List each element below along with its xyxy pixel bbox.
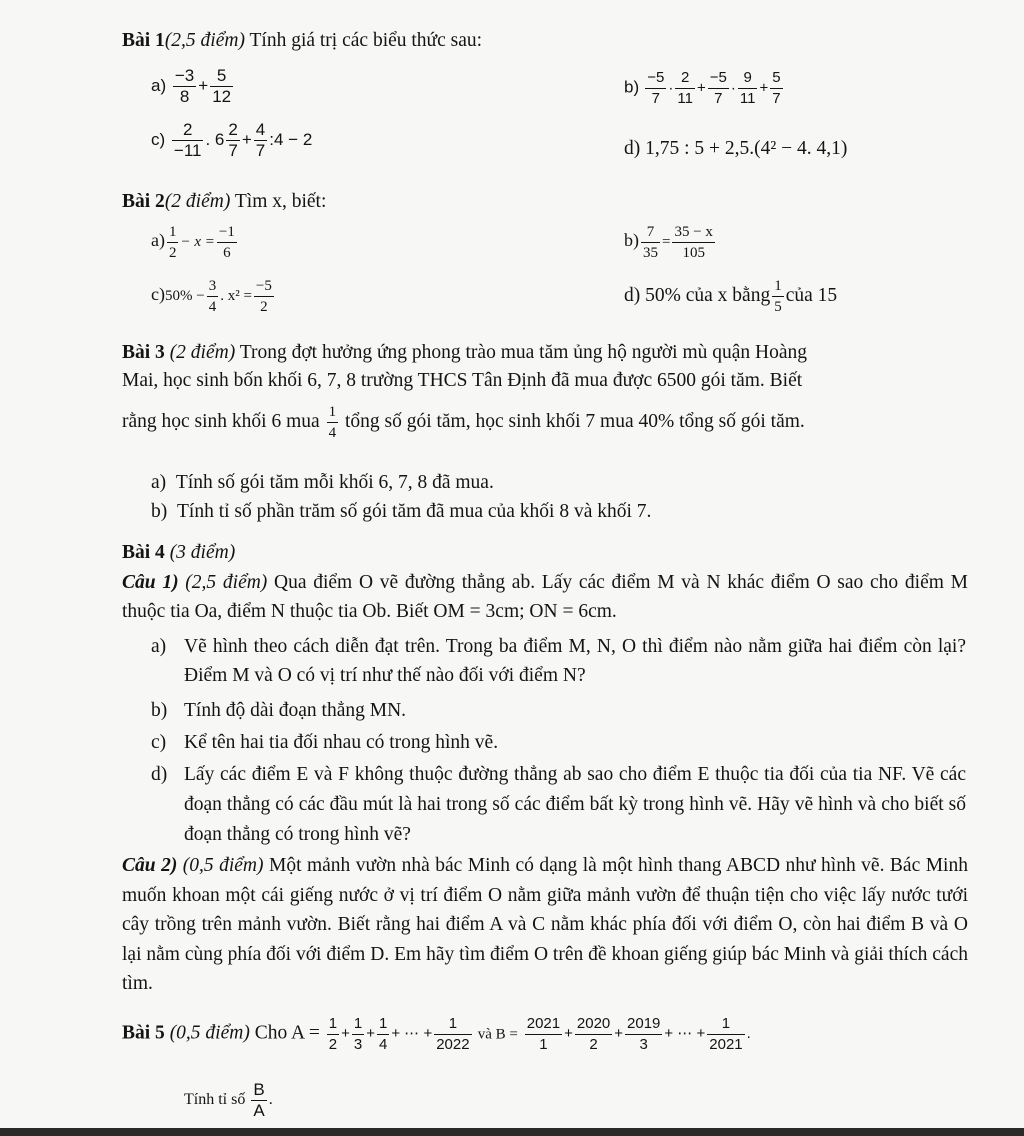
bai1-points: (2,5 điểm)	[164, 30, 245, 51]
fraction: $\frac{5}{12}$	[212, 66, 232, 106]
bai2-c: c)50% − $\frac{3}{4}$ . x² = $\frac{-5}{2}$	[151, 278, 272, 315]
bai3-item-b: b) Tính tỉ số phần trăm số gói tăm đã mua của khối 8 và khối 7.	[151, 501, 652, 522]
bai4-item-b: b) Tính độ dài đoạn thẳng MN.	[151, 700, 407, 721]
fraction: $\frac{1}{4}$	[328, 404, 337, 441]
bai2-d: d) 50% của x bằng $\frac{1}{5}$ của 15	[624, 278, 838, 315]
bai5-points: (0,5 điểm)	[164, 1022, 250, 1044]
bai2-heading	[122, 190, 326, 214]
bai1-instruction: Tính giá trị các biểu thức sau:	[244, 30, 483, 51]
bai3-line3: rằng học sinh khối 6 mua $\frac{1}{4}$ tổng số gói tăm, học sinh khối 7 mua 40% tổng số gói tăm.	[122, 404, 805, 441]
bai5-title: Bài 5	[122, 1022, 165, 1044]
bottom-edge	[0, 1128, 1024, 1136]
bai1-a: a) $\frac{-3}{8}$ + $\frac{5}{12}$	[151, 66, 232, 106]
bai3-paragraph: Bài 3 (2 điểm) Trong đợt hưởng ứng phong trào mua tăm ủng hộ người mù quận Hoàng Mai, học sinh bốn khối 6, 7, 8 trường THCS Tân Định đã mua được 6500 gói tăm. Biết	[122, 342, 808, 391]
cau2-title: Câu 2)	[122, 855, 178, 876]
bai2-a: a) $\frac{1}{2}$ − x = $\frac{-1}{6}$	[151, 224, 235, 261]
bai1-b-label: b)	[624, 77, 640, 97]
bai4-cau2: Câu 2) (0,5 điểm) Một mảnh vườn nhà bác Minh có dạng là một hình thang ABCD như hình vẽ. Bác Minh muốn khoan một cái giếng nước ở vị trí điểm O nằm giữa mảnh vườn để thuận tiện cho việc lấy nước tưới cây trồng trên mảnh vườn. Biết rằng hai điểm A và C nằm khác phía đối với điểm O, còn hai điểm B và O lại nằm cùng phía đối với điểm D. Em hãy tìm điểm O trên đề khoan giếng giúp bác Minh và giải thích cách tìm.	[122, 855, 968, 994]
bai2-b: b) $\frac{7}{35}$ = $\frac{35 - x}{105}$	[624, 224, 713, 261]
bai4-title: Bài 4	[122, 542, 165, 563]
bai2-instruction: Tìm x, biết:	[230, 191, 327, 212]
bai1-title: Bài 1	[122, 30, 165, 51]
bai1-heading	[122, 29, 482, 53]
bai3-item-a: a) Tính số gói tăm mỗi khối 6, 7, 8 đã mua.	[151, 472, 494, 493]
bai4-points: (3 điểm)	[164, 542, 236, 563]
bai4-cau1: Câu 1) (2,5 điểm) Qua điểm O vẽ đường thẳng ab. Lấy các điểm M và N khác điểm O sao cho điểm M thuộc tia Oa, điểm N thuộc tia Ob. Biết OM = 3cm; ON = 6cm.	[122, 572, 968, 622]
bai4-item-a: a) Vẽ hình theo cách diễn đạt trên. Trong ba điểm M, N, O thì điểm nào nằm giữa hai điểm còn lại? Điểm M và O có vị trí như thế nào đối với điểm N?	[151, 636, 966, 686]
bai1-d-label: d)	[624, 138, 641, 159]
bai5-line: Bài 5 (0,5 điểm) Cho A = $\frac{1}{2}$ + $\frac{1}{3}$ + $\frac{1}{4}$ + ⋯ + $\frac{1}{2022}$ và B = $\frac{2021}{1}$ + $\frac{2020}{2}$ + $\frac{2019}{3}$ + ⋯ + $\frac{1}{2021}$ .	[122, 1015, 751, 1053]
bai1-d-expression: 1,75 : 5 + 2,5.(4² − 4. 4,1)	[645, 138, 848, 159]
bai2-points: (2 điểm)	[164, 191, 231, 212]
bai1-c-label: c)	[151, 129, 166, 149]
bai1-b: b) $\frac{-5}{7}$ · $\frac{2}{11}$ + $\frac{-5}{7}$ · $\frac{9}{11}$ + $\frac{5}{7}$	[624, 69, 781, 107]
bai3-title: Bài 3	[122, 342, 165, 363]
bai5-ratio: Tính tỉ số $\frac{B}{A}$ .	[184, 1080, 273, 1120]
bai4-heading	[122, 541, 235, 565]
cau1-title: Câu 1)	[122, 572, 179, 593]
bai1-c: c) $\frac{2}{-11}$ . 6 $\frac{2}{7}$ + $\frac{4}{7}$ :4 − 2	[151, 120, 313, 160]
bai4-item-c: c) Kể tên hai tia đối nhau có trong hình vẽ.	[151, 732, 499, 753]
bai2-title: Bài 2	[122, 191, 165, 212]
bai1-d	[624, 137, 847, 161]
fraction: $\frac{-3}{8}$	[174, 66, 195, 106]
bai3-points: (2 điểm)	[164, 342, 236, 363]
bai1-a-label: a)	[151, 75, 167, 95]
bai4-item-d: d) Lấy các điểm E và F không thuộc đường thẳng ab sao cho điểm E thuộc tia đối của tia NF. Vẽ các đoạn thẳng có các đầu mút là hai trong số các điểm bất kỳ trong hình vẽ. Hãy vẽ hình và cho biết số đoạn thẳng có trong hình vẽ?	[151, 764, 966, 845]
